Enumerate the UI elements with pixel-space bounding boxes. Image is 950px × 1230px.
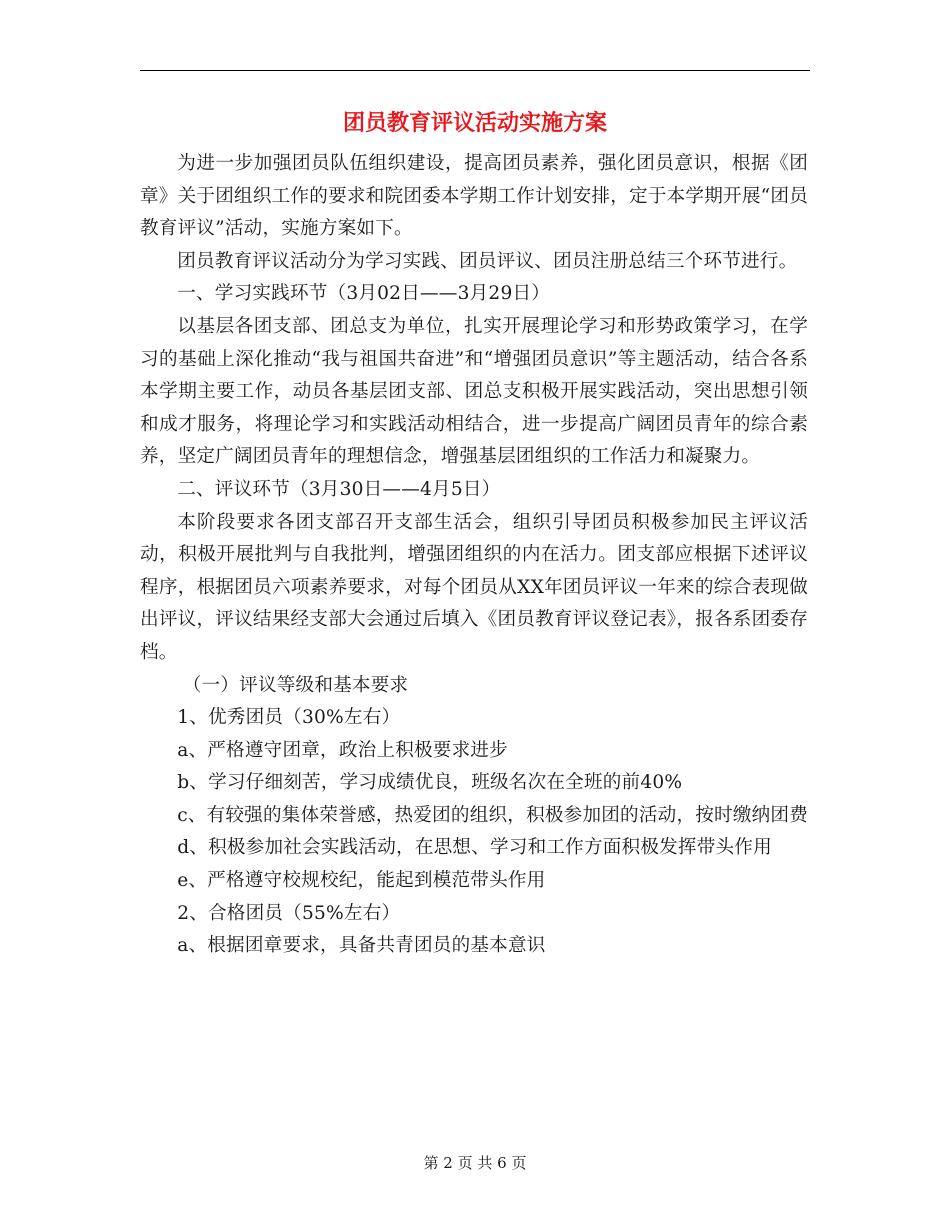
list-item: a、根据团章要求，具备共青团员的基本意识 <box>177 935 546 957</box>
paragraph-study: 以基层各团支部、团总支为单位，扎实开展理论学习和形势政策学习，在学习的基础上深化推动“我与祖国共奋进”和“增强团员意识”等主题活动，结合各系本学期主要工作，动员各基层团支部、团总支积极开展实践活动，突出思想引领和成才服务，将理论学习和实践活动相结合，进一步提高广阔团员青年的综合素养，坚定广阔团员青年的理想信念，增强基层团组织的工作活力和凝聚力。 <box>140 315 808 468</box>
paragraph-overview: 团员教育评议活动分为学习实践、团员评议、团员注册总结三个环节进行。 <box>177 250 798 272</box>
paragraph-intro: 为进一步加强团员队伍组织建设，提高团员素养，强化团员意识，根据《团章》关于团组织工作的要求和院团委本学期工作计划安排，定于本学期开展“团员教育评议”活动，实施方案如下。 <box>140 153 808 240</box>
list-item: c、有较强的集体荣誉感，热爱团的组织，积极参加团的活动，按时缴纳团费 <box>177 804 808 826</box>
document-title: 团员教育评议活动实施方案 <box>342 111 607 136</box>
section-heading-study: 一、学习实践环节（3月02日——3月29日） <box>177 283 551 305</box>
list-item: d、积极参加社会实践活动，在思想、学习和工作方面积极发挥带头作用 <box>177 837 772 859</box>
list-item: 1、优秀团员（30%左右） <box>177 707 401 729</box>
paragraph-review: 本阶段要求各团支部召开支部生活会，组织引导团员积极参加民主评议活动，积极开展批判与自我批判，增强团组织的内在活力。团支部应根据下述评议程序，根据团员六项素养要求，对每个团员从XX年团员评议一年来的综合表现做出评议，评议结果经支部大会通过后填入《团员教育评议登记表》，报各系团委存档。 <box>140 511 808 663</box>
header-rule <box>140 70 810 71</box>
list-item: 2、合格团员（55%左右） <box>177 902 401 924</box>
page-number: 第 2 页 共 6 页 <box>423 1154 527 1172</box>
list-item: e、严格遵守校规校纪，能起到模范带头作用 <box>177 870 546 892</box>
section-heading-review: 二、评议环节（3月30日——4月5日） <box>177 478 501 500</box>
document-body <box>140 148 808 963</box>
list-item: a、严格遵守团章，政治上积极要求进步 <box>177 739 508 761</box>
list-item: b、学习仔细刻苦，学习成绩优良，班级名次在全班的前40% <box>177 772 683 794</box>
subsection-heading-levels: （一）评议等级和基本要求 <box>182 674 409 696</box>
